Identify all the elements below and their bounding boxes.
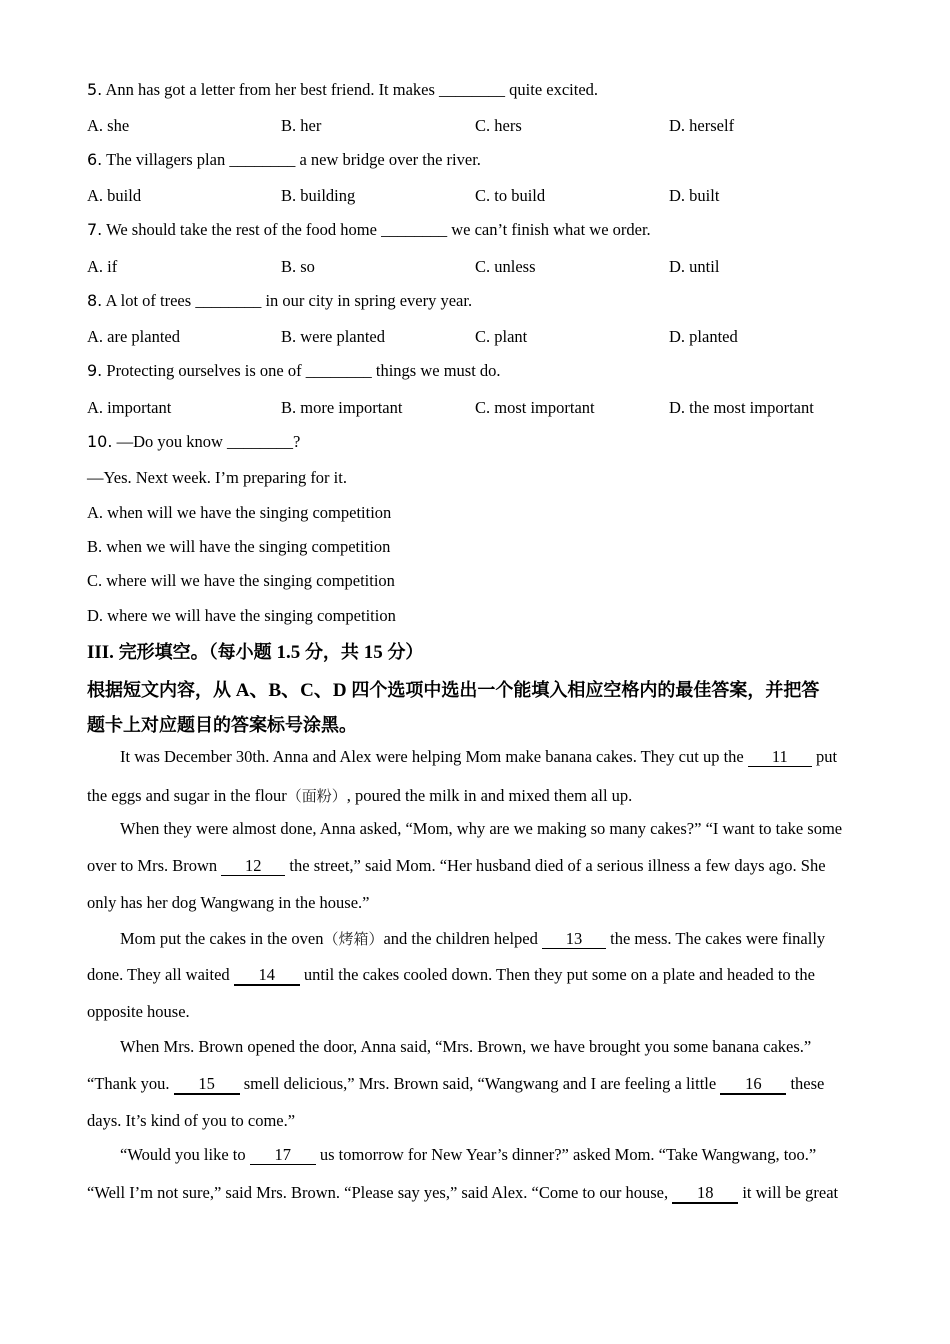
option-d: D. until [669,257,720,276]
passage-line [87,856,862,876]
passage-text: the eggs and sugar in the flour [87,786,287,805]
option-a: A. she [87,116,130,135]
passage-line: opposite house. [87,1002,190,1021]
option-c: C. plant [475,327,528,346]
stem-text: quite excited. [505,80,599,99]
passage-line [87,1074,862,1095]
blank-12: 12 [221,858,285,876]
stem-text: ? [293,432,301,451]
option-c: C. where will we have the singing competition [87,571,395,590]
option-b: B. her [281,116,322,135]
option-a: A. when will we have the singing competition [87,503,392,522]
question-number: 9. [87,361,103,380]
question-number: 10. [87,432,113,451]
section-title: 分，共 [304,642,359,663]
question-10-reply: —Yes. Next week. I’m preparing for it. [87,468,347,487]
section-heading [87,638,423,664]
stem-text: in our city in spring every year. [261,291,473,310]
chinese-gloss: （面粉） [286,787,347,805]
option-b: B. were planted [281,327,386,346]
option-d: D. built [669,186,720,205]
question-8-stem [87,291,472,311]
stem-text: things we must do. [371,361,501,380]
passage-text: done. They all waited [87,965,234,984]
option-d: D. planted [669,327,738,346]
question-number: 7. [87,220,103,239]
stem-text: We should take the rest of the food home [106,220,382,239]
passage-line [87,747,895,767]
option-d: D. herself [669,116,735,135]
stem-text: The villagers plan [106,150,230,169]
question-6-stem [87,150,481,170]
passage-text: the mess. The cakes were finally [606,929,826,948]
instruction-letters: A、B、C、D [231,680,352,701]
instruction-text: 根据短文内容，从 [87,680,231,701]
passage-text: “Well I’m not sure,” said Mrs. Brown. “Please say yes,” said Alex. “Come to our house, [87,1183,673,1202]
passage-text: over to Mrs. Brown [87,856,222,875]
option-d: D. the most important [669,398,814,417]
passage-text: Mom put the cakes in the oven [120,929,324,948]
section-title: 完形填空。（每小题 [118,642,272,663]
passage-text: the street,” said Mom. “Her husband died of a serious illness a few days ago. She [285,856,826,875]
blank-15: 15 [174,1076,240,1095]
chinese-gloss: （烤箱） [323,930,384,948]
option-b: B. when we will have the singing competition [87,537,391,556]
passage-line [87,965,862,986]
stem-text: —Do you know [116,432,228,451]
section-title: 分） [387,642,424,663]
answer-blank: ________ [195,291,262,310]
option-b: B. building [281,186,356,205]
passage-text: “Would you like to [120,1145,250,1164]
answer-blank: ________ [439,80,506,99]
passage-line: days. It’s kind of you to come.” [87,1111,296,1130]
passage-text: us tomorrow for New Year’s dinner?” asked Mom. “Take Wangwang, too.” [315,1145,817,1164]
stem-text: we can’t finish what we order. [447,220,651,239]
section-roman: III. [87,642,119,663]
passage-line [87,1145,895,1165]
option-a: A. important [87,398,172,417]
instruction-text: 四个选项中选出一个能填入相应空格内的最佳答案，并把答 [351,680,820,701]
passage-text: , poured the milk in and mixed them all up. [346,786,633,805]
stem-text: Protecting ourselves is one of [106,361,306,380]
passage-line [87,928,895,949]
passage-text: these [786,1074,825,1093]
passage-text: until the cakes cooled down. Then they put some on a plate and headed to the [299,965,815,984]
blank-14: 14 [234,967,300,986]
answer-blank: ________ [227,432,294,451]
option-d: D. where we will have the singing competition [87,606,396,625]
blank-18: 18 [672,1185,738,1204]
passage-text: put [811,747,838,766]
answer-blank: ________ [229,150,296,169]
blank-16: 16 [720,1076,786,1095]
passage-text: It was December 30th. Anna and Alex were helping Mom make banana cakes. They cut up the [120,747,748,766]
question-10-stem [87,432,300,452]
passage-text: “Thank you. [87,1074,174,1093]
option-c: C. most important [475,398,595,417]
passage-line: only has her dog Wangwang in the house.” [87,893,370,912]
passage-text: and the children helped [383,929,543,948]
passage-text: smell delicious,” Mrs. Brown said, “Wangwang and I are feeling a little [239,1074,721,1093]
blank-13: 13 [542,931,606,949]
question-7-stem [87,220,651,240]
option-b: B. more important [281,398,403,417]
question-5-stem [87,80,598,100]
option-c: C. unless [475,257,536,276]
blank-11: 11 [748,749,812,767]
option-b: B. so [281,257,315,276]
question-9-stem [87,361,501,381]
passage-line: When they were almost done, Anna asked, “Mom, why are we making so many cakes?” “I want to take some [120,819,843,838]
stem-text: Ann has got a letter from her best friend. It makes [105,80,440,99]
question-number: 5. [87,80,103,99]
section-score: 15 [358,642,388,663]
passage-text: it will be great [738,1183,839,1202]
answer-blank: ________ [305,361,372,380]
option-a: A. build [87,186,142,205]
passage-line: When Mrs. Brown opened the door, Anna said, “Mrs. Brown, we have brought you some banana cakes.” [120,1037,812,1056]
stem-text: A lot of trees [105,291,196,310]
question-number: 6. [87,150,103,169]
option-c: C. hers [475,116,522,135]
section-instructions-cont: 题卡上对应题目的答案标号涂黑。 [87,715,357,736]
option-c: C. to build [475,186,546,205]
stem-text: a new bridge over the river. [295,150,481,169]
section-score: 1.5 [271,642,305,663]
passage-line [87,1183,862,1204]
blank-17: 17 [250,1147,316,1165]
section-instructions [87,675,819,702]
question-number: 8. [87,291,103,310]
option-a: A. if [87,257,118,276]
option-a: A. are planted [87,327,180,346]
answer-blank: ________ [381,220,448,239]
passage-line [87,785,862,806]
